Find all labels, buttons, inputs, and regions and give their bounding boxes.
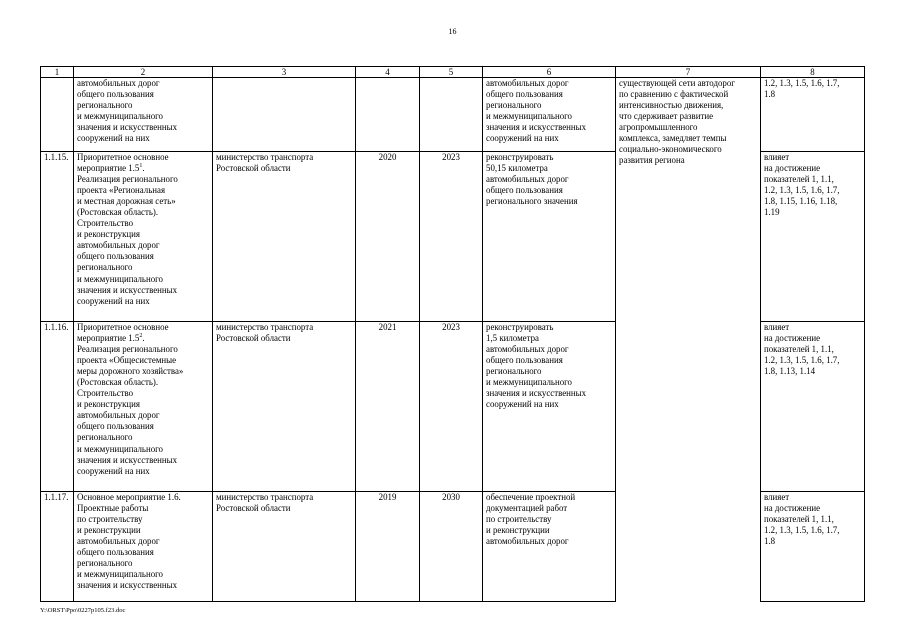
row-link: влияет на достижение показателей 1, 1.1, 1.2, 1.3, 1.5, 1.6, 1.7, 1.8 xyxy=(761,492,865,602)
row-executor: министерство транспорта Ростовской области xyxy=(213,322,356,492)
header-col-7: 7 xyxy=(616,67,761,78)
header-col-4: 4 xyxy=(356,67,420,78)
row-end-year: 2023 xyxy=(420,152,483,322)
row-number: 1.1.16. xyxy=(41,322,74,492)
table-row-continuation xyxy=(41,78,865,152)
row-number: 1.1.17. xyxy=(41,492,74,602)
cont-description-cell: автомобильных дорог общего пользования регионального и межмуниципального значения и искусственных сооружений на них xyxy=(74,78,213,152)
header-col-2: 2 xyxy=(74,67,213,78)
cont-end-cell xyxy=(420,78,483,152)
row-end-year: 2030 xyxy=(420,492,483,602)
cont-start-cell xyxy=(356,78,420,152)
consequence-cell: существующей сети автодорог по сравнению с фактической интенсивностью движения, что сдерживает развитие агропромышленного комплекса, замедляет темпы социально-экономического развития региона xyxy=(616,78,761,602)
description-text-cont: . Реализация регионального проекта «Региональная и местная дорожная сеть» (Ростовская область). Строительство и реконструкция автомобильных дорог общего пользования регионального и межмуниципального значения и искусственных сооружений на них xyxy=(77,163,178,306)
row-link: влияет на достижение показателей 1, 1.1, 1.2, 1.3, 1.5, 1.6, 1.7, 1.8, 1.15, 1.16, 1.18, 1.19 xyxy=(761,152,865,322)
cont-link-cell: 1.2, 1.3, 1.5, 1.6, 1.7, 1.8 xyxy=(761,78,865,152)
header-col-6: 6 xyxy=(483,67,616,78)
footnote-mark: 1 xyxy=(139,163,143,170)
row-result: реконструировать 50,15 километра автомобильных дорог общего пользования регионального значения xyxy=(483,152,616,322)
row-executor: министерство транспорта Ростовской области xyxy=(213,492,356,602)
row-description xyxy=(74,322,213,492)
cont-num-cell xyxy=(41,78,74,152)
footnote-mark: 2 xyxy=(139,333,143,340)
header-col-5: 5 xyxy=(420,67,483,78)
row-result: реконструировать 1,5 километра автомобильных дорог общего пользования регионального и межмуниципального значения и искусственных сооружений на них xyxy=(483,322,616,492)
description-text-cont: . Реализация регионального проекта «Общесистемные меры дорожного хозяйства» (Ростовская область). Строительство и реконструкция автомобильных дорог общего пользования регионального и межмуниципального значения и искусственных сооружений на них xyxy=(77,333,184,476)
row-start-year: 2020 xyxy=(356,152,420,322)
row-executor: министерство транспорта Ростовской области xyxy=(213,152,356,322)
header-col-1: 1 xyxy=(41,67,74,78)
cont-executor-cell xyxy=(213,78,356,152)
row-number: 1.1.15. xyxy=(41,152,74,322)
header-col-3: 3 xyxy=(213,67,356,78)
description-text: Приоритетное основное мероприятие 1.5 xyxy=(77,152,169,174)
row-link: влияет на достижение показателей 1, 1.1, 1.2, 1.3, 1.5, 1.6, 1.7, 1.8, 1.13, 1.14 xyxy=(761,322,865,492)
row-result: обеспечение проектной документацией работ по строительству и реконструкции автомобильных дорог xyxy=(483,492,616,602)
file-path-footer: Y:\ORST\Ppo\0227p105.f23.doc xyxy=(40,607,126,614)
cont-result-cell: автомобильных дорог общего пользования регионального и межмуниципального значения и искусственных сооружений на них xyxy=(483,78,616,152)
row-start-year: 2021 xyxy=(356,322,420,492)
row-start-year: 2019 xyxy=(356,492,420,602)
description-text: Приоритетное основное мероприятие 1.5 xyxy=(77,322,169,344)
row-description xyxy=(74,152,213,322)
page-number: 16 xyxy=(448,27,457,36)
header-col-8: 8 xyxy=(761,67,865,78)
row-end-year: 2023 xyxy=(420,322,483,492)
row-description: Основное мероприятие 1.6. Проектные работы по строительству и реконструкции автомобильных дорог общего пользования регионального и межмуниципального значения и искусственных xyxy=(74,492,213,602)
program-table xyxy=(40,66,865,602)
header-row xyxy=(41,67,865,78)
